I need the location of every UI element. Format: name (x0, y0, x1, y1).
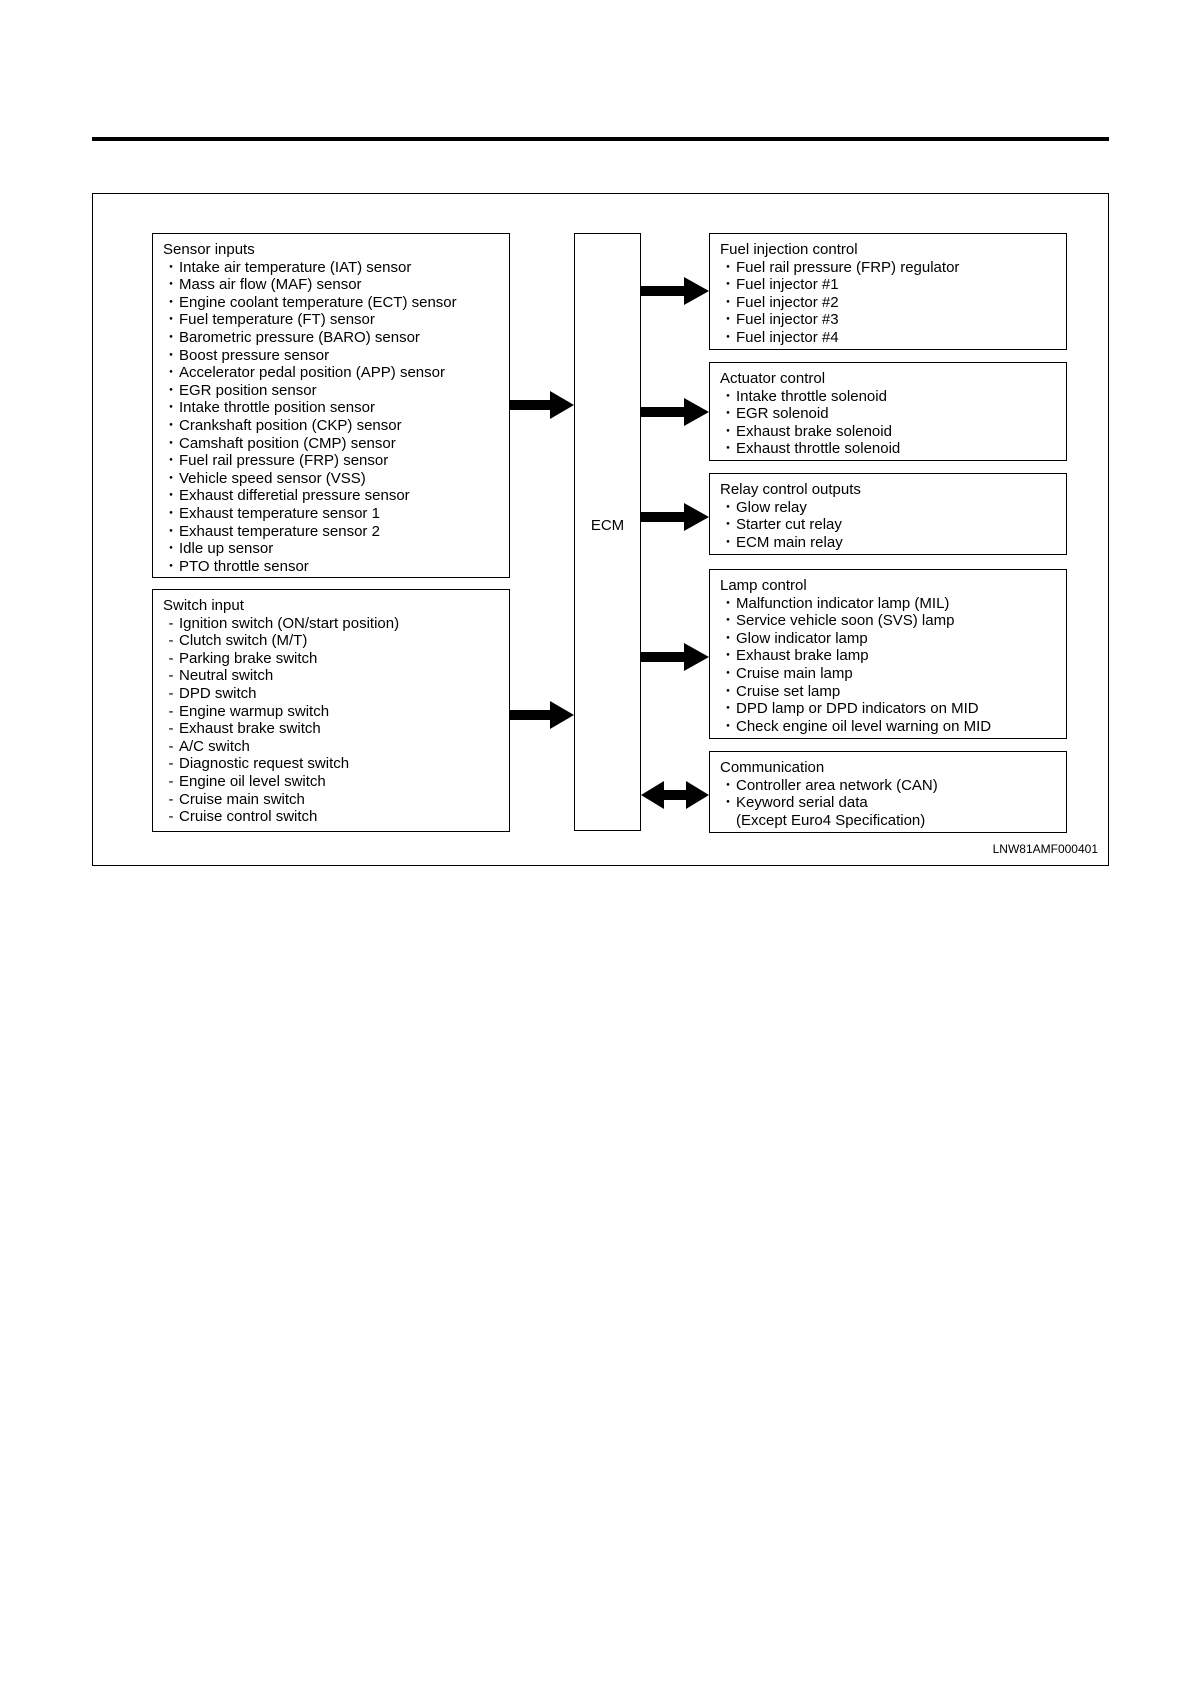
bullet-marker: ・ (720, 276, 736, 294)
bullet-marker: ・ (720, 498, 736, 516)
list-item-text: Fuel rail pressure (FRP) regulator (736, 258, 960, 276)
bullet-marker: ・ (163, 469, 179, 487)
list-item-text: Exhaust brake switch (179, 720, 321, 738)
bullet-marker: - (168, 755, 174, 773)
arrow-switch-to-ecm (510, 701, 574, 729)
bullet-marker: ・ (720, 664, 736, 682)
bullet-marker: ・ (163, 504, 179, 522)
list-item-text: Parking brake switch (179, 649, 318, 667)
list-item-text: Service vehicle soon (SVS) lamp (736, 612, 955, 630)
bullet-marker: ・ (163, 452, 179, 470)
list-item-text: Fuel injector #4 (736, 328, 839, 346)
list-item-text: Glow relay (736, 498, 807, 516)
list-item-text: Exhaust temperature sensor 1 (179, 504, 380, 522)
arrow-sensor-to-ecm (510, 391, 574, 419)
bullet-marker: ・ (163, 276, 179, 294)
bullet-marker: ・ (720, 594, 736, 612)
bullet-marker: ・ (720, 422, 736, 440)
list-item-text: Keyword serial data (736, 794, 868, 812)
bullet-marker: ・ (163, 540, 179, 558)
bullet-marker: ・ (720, 612, 736, 630)
list-item-text: EGR solenoid (736, 405, 829, 423)
bullet-marker: ・ (720, 405, 736, 423)
bullet-marker: ・ (720, 440, 736, 458)
sensor-inputs-title: Sensor inputs (163, 241, 255, 258)
list-item-text: Engine coolant temperature (ECT) sensor (179, 293, 457, 311)
bullet-marker: - (168, 632, 174, 650)
bullet-marker: ・ (720, 328, 736, 346)
communication-note: (Except Euro4 Specification) (736, 811, 926, 829)
list-item-text: Fuel rail pressure (FRP) sensor (179, 452, 389, 470)
list-item-text: Fuel injector #2 (736, 293, 839, 311)
bullet-marker: ・ (720, 647, 736, 665)
bullet-marker: - (168, 790, 174, 808)
actuator-control-title: Actuator control (720, 370, 826, 387)
list-item-text: Fuel temperature (FT) sensor (179, 311, 375, 329)
arrow-ecm-to-actuator (641, 398, 709, 426)
bullet-marker: ・ (163, 346, 179, 364)
bullet-marker: - (168, 614, 174, 632)
bullet-marker: ・ (720, 717, 736, 735)
list-item-text: EGR position sensor (179, 381, 317, 399)
bullet-marker: - (168, 702, 174, 720)
list-item-text: Fuel injector #1 (736, 276, 839, 294)
bullet-marker: ・ (720, 387, 736, 405)
bullet-marker: ・ (720, 293, 736, 311)
list-item-text: Idle up sensor (179, 540, 274, 558)
list-item-text: Vehicle speed sensor (VSS) (179, 469, 366, 487)
bullet-marker: ・ (163, 364, 179, 382)
bullet-marker: ・ (163, 487, 179, 505)
bullet-marker: - (168, 737, 174, 755)
bullet-marker: ・ (720, 794, 736, 812)
list-item-text: Intake throttle position sensor (179, 399, 375, 417)
list-item-text: Starter cut relay (736, 516, 842, 534)
list-item-text: Accelerator pedal position (APP) sensor (179, 364, 445, 382)
bullet-marker: - (168, 649, 174, 667)
arrow-ecm-to-fuel-injection (641, 277, 709, 305)
ecm-label: ECM (590, 517, 625, 534)
list-item-text: A/C switch (179, 737, 250, 755)
list-item-text: Neutral switch (179, 667, 274, 685)
bullet-marker: - (168, 667, 174, 685)
list-item-text: Barometric pressure (BARO) sensor (179, 328, 420, 346)
list-item-text: Fuel injector #3 (736, 311, 839, 329)
list-item-text: Exhaust brake solenoid (736, 422, 892, 440)
fuel-injection-control-title: Fuel injection control (720, 241, 858, 258)
lamp-control-title: Lamp control (720, 577, 807, 594)
bullet-marker: ・ (720, 776, 736, 794)
bullet-marker: ・ (720, 258, 736, 276)
list-item-text: Malfunction indicator lamp (MIL) (736, 594, 950, 612)
list-item-text: Exhaust brake lamp (736, 647, 869, 665)
list-item-text: Intake throttle solenoid (736, 387, 887, 405)
list-item-text: Exhaust throttle solenoid (736, 440, 901, 458)
list-item-text: Cruise control switch (179, 808, 318, 826)
bullet-marker: ・ (163, 381, 179, 399)
list-item-text: Mass air flow (MAF) sensor (179, 276, 362, 294)
list-item-text: Exhaust temperature sensor 2 (179, 522, 380, 540)
list-item-text: DPD lamp or DPD indicators on MID (736, 700, 979, 718)
arrow-ecm-communication-bidirectional (641, 781, 709, 809)
bullet-marker: ・ (720, 700, 736, 718)
list-item-text: Engine oil level switch (179, 772, 326, 790)
list-item-text: Glow indicator lamp (736, 629, 868, 647)
bullet-marker: - (168, 720, 174, 738)
list-item-text: Boost pressure sensor (179, 346, 330, 364)
list-item-text: DPD switch (179, 684, 257, 702)
list-item-text: Cruise set lamp (736, 682, 841, 700)
bullet-marker: ・ (720, 682, 736, 700)
bullet-marker: - (168, 772, 174, 790)
list-item-text: Cruise main switch (179, 790, 305, 808)
bullet-marker: ・ (163, 311, 179, 329)
communication-title: Communication (720, 759, 825, 776)
list-item-text: Camshaft position (CMP) sensor (179, 434, 396, 452)
bullet-marker: ・ (163, 434, 179, 452)
arrow-ecm-to-relay (641, 503, 709, 531)
figure-code: LNW81AMF000401 (992, 842, 1098, 856)
bullet-marker: ・ (163, 522, 179, 540)
bullet-marker: ・ (720, 516, 736, 534)
list-item-text: Exhaust differetial pressure sensor (179, 487, 410, 505)
list-item-text: PTO throttle sensor (179, 557, 309, 575)
list-item-text: Controller area network (CAN) (736, 776, 938, 794)
list-item-text: Ignition switch (ON/start position) (179, 614, 400, 632)
bullet-marker: ・ (163, 399, 179, 417)
list-item-text: Intake air temperature (IAT) sensor (179, 258, 412, 276)
list-item-text: Check engine oil level warning on MID (736, 717, 992, 735)
bullet-marker: - (168, 684, 174, 702)
switch-input-title: Switch input (163, 597, 244, 614)
bullet-marker: - (168, 808, 174, 826)
list-item-text: Diagnostic request switch (179, 755, 350, 773)
bullet-marker: ・ (163, 557, 179, 575)
list-item-text: Clutch switch (M/T) (179, 632, 308, 650)
bullet-marker: ・ (163, 328, 179, 346)
list-item-text: Crankshaft position (CKP) sensor (179, 416, 402, 434)
relay-control-outputs-title: Relay control outputs (720, 481, 861, 498)
bullet-marker: ・ (720, 533, 736, 551)
bullet-marker: ・ (163, 416, 179, 434)
list-item-text: Engine warmup switch (179, 702, 330, 720)
bullet-marker: ・ (163, 293, 179, 311)
arrow-ecm-to-lamp (641, 643, 709, 671)
bullet-marker: ・ (720, 311, 736, 329)
bullet-marker: ・ (163, 258, 179, 276)
list-item-text: Cruise main lamp (736, 664, 853, 682)
bullet-marker: ・ (720, 629, 736, 647)
list-item-text: ECM main relay (736, 533, 843, 551)
